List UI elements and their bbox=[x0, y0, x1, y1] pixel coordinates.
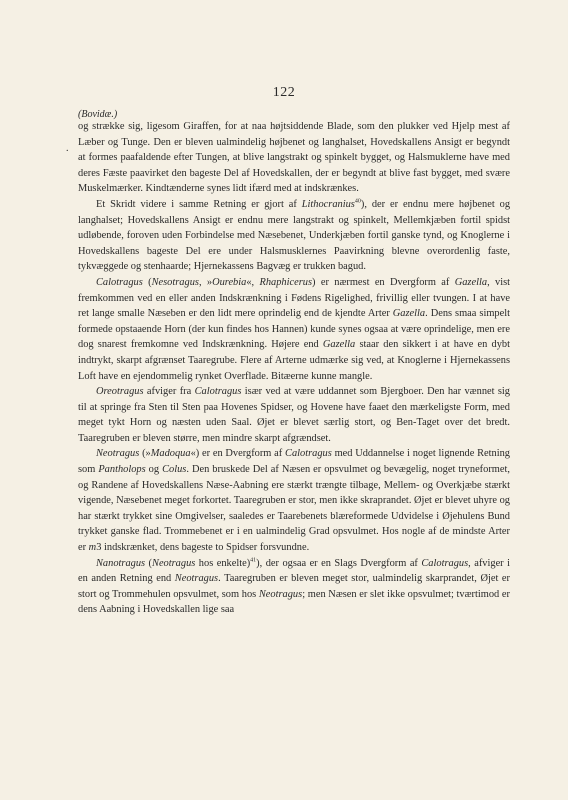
paragraph bbox=[78, 446, 510, 555]
footnote-ref: 41 bbox=[250, 557, 257, 564]
italic-term: Neotragus bbox=[258, 588, 303, 600]
italic-term: Nanotragus bbox=[96, 557, 146, 569]
italic-term: Nesotragus bbox=[151, 276, 199, 288]
italic-term: Gazella bbox=[392, 308, 426, 320]
italic-term: Pantholops bbox=[98, 464, 146, 476]
text-run: (» bbox=[139, 448, 151, 460]
italic-term: Gazella bbox=[322, 339, 356, 351]
text-run: . Dens smaa simpelt formede opstaaende Horn (der kun findes hos Hannen) kunde synes ogsaa at være oprindelige, men ere dog snarest fremkomne ved Indskrænkning. Højere end bbox=[78, 308, 510, 351]
italic-term: Lithocranius bbox=[301, 198, 355, 210]
text-run: ( bbox=[142, 276, 152, 288]
footnote-ref: 40 bbox=[354, 198, 361, 205]
italic-term: Rhaphicerus bbox=[259, 276, 313, 288]
margin-mark: . bbox=[66, 143, 69, 154]
text-run: staar den sikkert i at have en dybt indtrykt, skarpt afgrænset Taaregrube. Flere af Arterne udmærke sig ved, at Knoglerne i Hjernekassens Loft have en ejendommelig rynket Overflade. Bitæerne kunne mangle. bbox=[78, 339, 510, 382]
text-run: . Den bruskede Del af Næsen er opsvulmet og bevægelig, noget tryneformet, og Randene af Hovedskallens Næse-Aabning ere stærkt trængte tilbage, Mellem- og Overkjæbe stærkt vigende, Næsebenet meget forkortet. Taaregruben er stor, men ikke skraprandet. Øjet er blevet uhyre og har stærkt trykket sine Omgivelser, saaledes er Taarebenets blæreformede Udvidelse i Øjehulens Bund trykket ganske flad. Trommebenet er i en ualmindelig Grad opsvulmet. Hos nogle af de mindste Arter er bbox=[78, 464, 510, 554]
text-run: afviger fra bbox=[143, 386, 195, 398]
text-run: «) er en Dvergform af bbox=[190, 448, 286, 460]
italic-term: Oreotragus bbox=[96, 386, 144, 398]
italic-term: Neotragus bbox=[152, 557, 196, 569]
italic-term: Calotragus bbox=[421, 557, 469, 569]
text-run: ; men Næsen er slet ikke opsvulmet; tværtimod er dens Aabning i Hovedskallen lige saa bbox=[78, 588, 510, 616]
italic-term: Calotragus bbox=[285, 448, 332, 460]
italic-term: Calotragus bbox=[96, 276, 143, 288]
text-run: , » bbox=[198, 276, 213, 288]
text-run: ), der ogsaa er en Slags Dvergform af bbox=[256, 557, 422, 569]
paragraph bbox=[78, 119, 510, 197]
body-text bbox=[78, 119, 510, 618]
paragraph bbox=[78, 556, 510, 618]
italic-term: Neotragus bbox=[174, 573, 219, 585]
text-run: med Uddannelse i noget lignende Retning som bbox=[78, 448, 510, 476]
text-run: Et Skridt videre i samme Retning er gjort af bbox=[96, 198, 302, 210]
page-number: 122 bbox=[272, 85, 296, 100]
text-run: især ved at være uddannet som Bjergboer. Den har vænnet sig til at springe fra Sten til Sten paa Hovenes Spidser, og Hovene have faaet den mærkeligste Form, med meget tykt Horn og næsten uden Saal. Øjet er blevet særlig stort, og Ben-Taget over det bredt. Taaregruben er bleven større, men mindre skarpt afgrændset. bbox=[78, 386, 511, 444]
section-tag: (Bovidæ.) bbox=[78, 109, 118, 120]
text-run: og bbox=[145, 464, 163, 476]
italic-term: Neotragus bbox=[96, 448, 140, 460]
text-run: «, bbox=[246, 276, 260, 288]
text-run: , vist fremkommen ved en eller anden Indskrænkning i Fødens Rigelighed, frivillig eller tvungen. I at have ret lange smalle Næseben er den lidt mere oprindelig end de kjendte Arter bbox=[78, 276, 511, 320]
italic-term: Calotragus bbox=[194, 386, 242, 398]
paragraph bbox=[78, 197, 510, 275]
text-run: ) er nærmest en Dvergform af bbox=[312, 276, 455, 288]
text-run: og strække sig, ligesom Giraffen, for at naa højtsiddende Blade, som den plukker ved Hjelp mest af Læber og Tunge. Den er bleven ualmindelig højbenet og langhalset, Hovedskallens Ansigt er begyndt at formes paafaldende efter Tungen, at blive langstrakt og spinkelt bygget, og Halsmuklerne have med deres Fæste paavirket den bageste Del af Hovedskallen, der er begyndt at blive fast bygget, med svære Muskelmærker. Kindtænderne synes lidt ifærd med at indskrænkes. bbox=[78, 121, 510, 195]
paragraph bbox=[78, 384, 510, 446]
italic-term: Ourebia bbox=[212, 276, 247, 288]
italic-term: Madoqua bbox=[150, 448, 191, 460]
italic-term: Colus bbox=[162, 464, 187, 476]
italic-term: Gazella bbox=[454, 276, 488, 288]
text-run: 3 indskrænket, dens bageste to Spidser forsvundne. bbox=[96, 542, 310, 554]
paragraph bbox=[78, 275, 510, 384]
text-run: , afviger i en anden Retning end bbox=[78, 557, 511, 585]
text-run: hos enkelte) bbox=[195, 557, 251, 569]
text-run: ), der er endnu mere højbenet og langhalset; Hovedskallens Ansigt er endnu mere langstrakt og spinkelt, Mellemkjæben fortil spidst udløbende, foroven uden Forbindelse med Næsebenet, Underkjæben fortil ganske tynd, og Knoglerne i Hovedskallens bageste Del ere under Halsmusklernes Paavirkning blevne overordenlig faste, tykvæggede og stenhaarde; Hjernekassens Bagvæg er trukken bagud. bbox=[78, 198, 511, 273]
italic-term: m bbox=[88, 542, 97, 554]
text-run: . Taaregruben er bleven meget stor, ualmindelig skarprandet, Øjet er stort og Trommehulen opsvulmet, som hos bbox=[78, 573, 510, 600]
text-run: ( bbox=[145, 557, 153, 569]
